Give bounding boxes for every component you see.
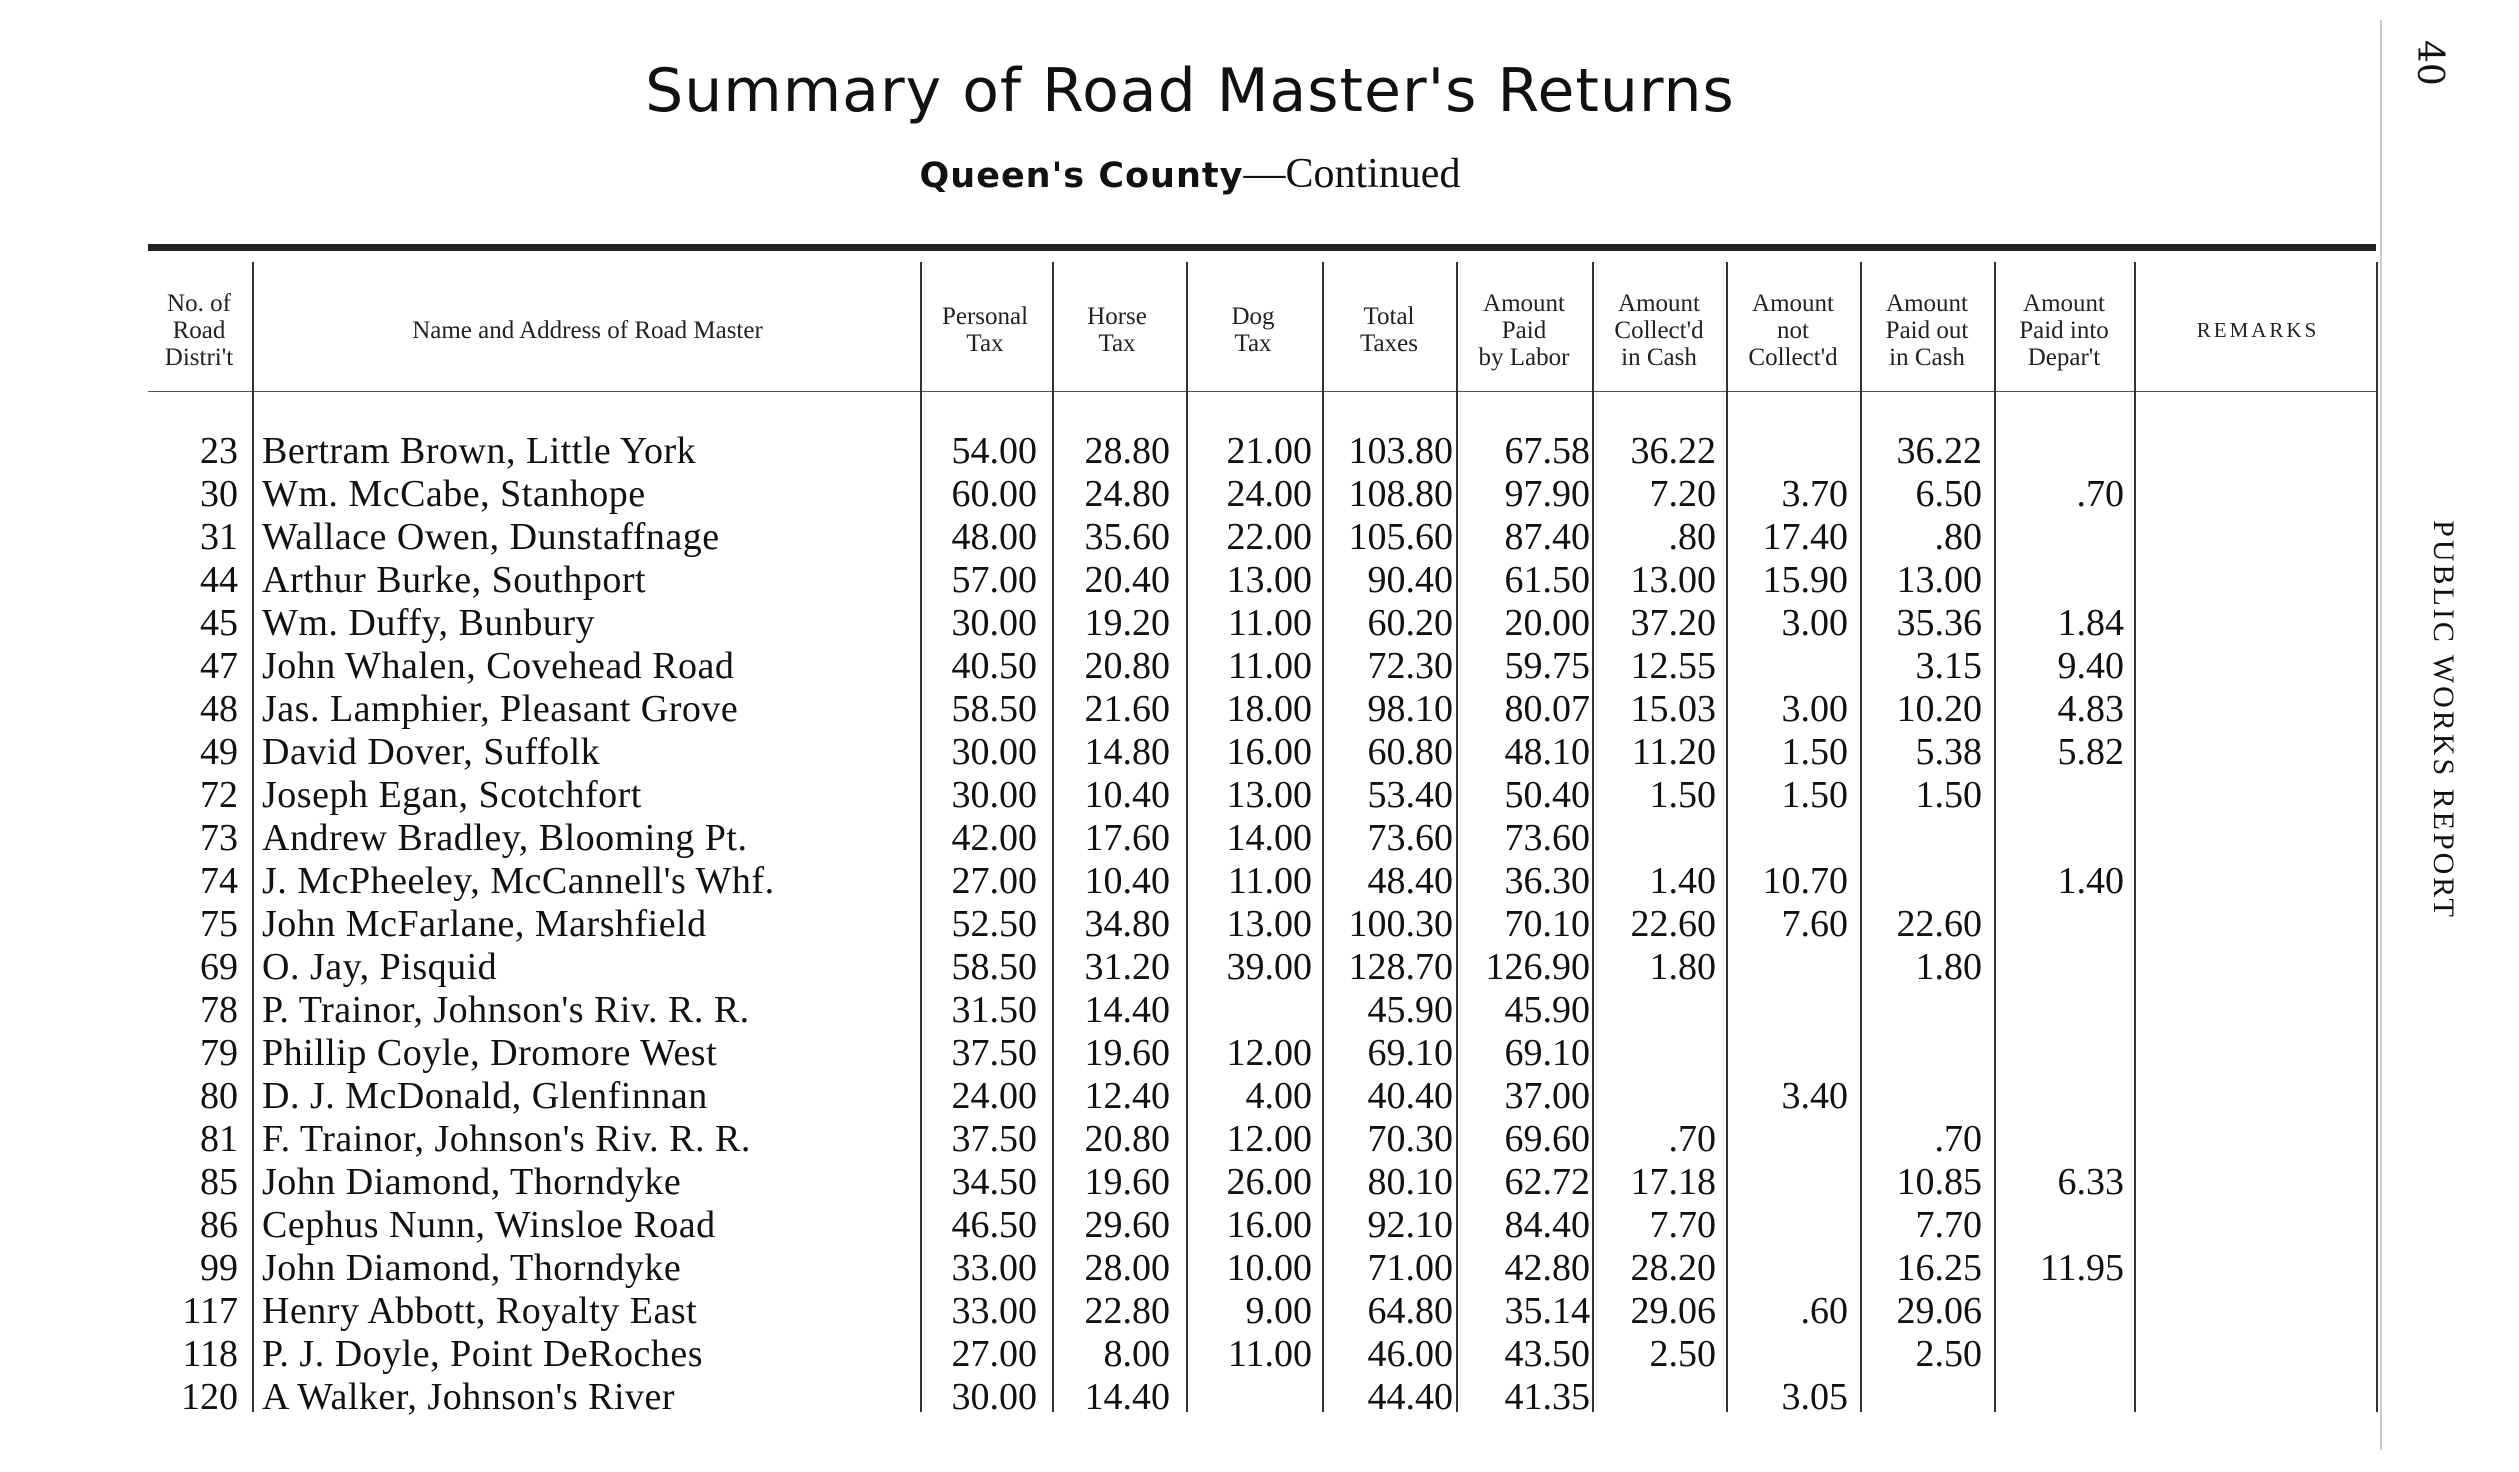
cell-paid-out [1866,1376,1982,1418]
cell-not-collected: 3.05 [1781,1376,1848,1418]
cell-paid-into [2000,1333,2124,1375]
cell-paid-into [2000,989,2124,1031]
cell-paid-into [2000,1032,2124,1074]
cell-paid-into [2000,559,2124,601]
cell-name: John Whalen, Covehead Road [262,645,735,687]
cell-labor: 70.10 [1504,903,1590,945]
cell-horse: 14.40 [1084,1376,1170,1418]
cell-not-collected: 7.60 [1781,903,1848,945]
cell-paid-into: 9.40 [2057,645,2124,687]
cell-paid-into [2000,817,2124,859]
cell-not-collected [1732,430,1848,472]
cell-no: 73 [200,817,238,859]
cell-collected [1598,1376,1716,1418]
cell-horse: 17.60 [1084,817,1170,859]
cell-paid-out: 10.85 [1896,1161,1982,1203]
page-subtitle [0,150,2380,198]
cell-labor: 126.90 [1485,946,1590,988]
cell-not-collected: 3.40 [1781,1075,1848,1117]
cell-not-collected: .60 [1800,1290,1848,1332]
side-edge-line [2380,20,2382,1450]
cell-no: 74 [200,860,238,902]
cell-not-collected [1732,1118,1848,1160]
cell-name: A Walker, Johnson's River [262,1376,676,1418]
cell-total: 105.60 [1348,516,1453,558]
cell-no: 23 [200,430,238,472]
cell-collected: 17.18 [1630,1161,1716,1203]
cell-paid-out: 35.36 [1896,602,1982,644]
column-divider [1726,262,1728,1412]
cell-name: Phillip Coyle, Dromore West [262,1032,718,1074]
cell-horse: 22.80 [1084,1290,1170,1332]
cell-horse: 35.60 [1084,516,1170,558]
cell-no: 79 [200,1032,238,1074]
cell-personal: 58.50 [951,946,1037,988]
cell-personal: 58.50 [951,688,1037,730]
cell-paid-into [2000,430,2124,472]
cell-horse: 31.20 [1084,946,1170,988]
cell-horse: 10.40 [1084,860,1170,902]
cell-paid-into: .70 [2076,473,2124,515]
cell-personal: 46.50 [951,1204,1037,1246]
cell-no: 117 [182,1290,238,1332]
cell-total: 108.80 [1348,473,1453,515]
column-divider [252,262,254,1412]
cell-name: Cephus Nunn, Winsloe Road [262,1204,716,1246]
cell-horse: 34.80 [1084,903,1170,945]
cell-labor: 87.40 [1504,516,1590,558]
cell-name: David Dover, Suffolk [262,731,601,773]
cell-total: 48.40 [1367,860,1453,902]
cell-no: 78 [200,989,238,1031]
cell-labor: 73.60 [1504,817,1590,859]
cell-total: 103.80 [1348,430,1453,472]
cell-paid-into [2000,1204,2124,1246]
cell-not-collected: 1.50 [1781,774,1848,816]
cell-labor: 45.90 [1504,989,1590,1031]
cell-personal: 30.00 [951,602,1037,644]
column-divider [1860,262,1862,1412]
header-paid-out: Amount Paid out in Cash [1885,289,1969,371]
cell-total: 80.10 [1367,1161,1453,1203]
column-divider [1186,262,1188,1412]
cell-name: John Diamond, Thorndyke [262,1161,682,1203]
cell-total: 71.00 [1367,1247,1453,1289]
cell-paid-into [2000,903,2124,945]
cell-not-collected: 3.00 [1781,602,1848,644]
cell-no: 49 [200,731,238,773]
cell-dog: 4.00 [1245,1075,1312,1117]
cell-personal: 40.50 [951,645,1037,687]
cell-name: P. J. Doyle, Point DeRoches [262,1333,703,1375]
cell-personal: 27.00 [951,860,1037,902]
cell-paid-into: 4.83 [2057,688,2124,730]
cell-no: 48 [200,688,238,730]
cell-labor: 43.50 [1504,1333,1590,1375]
cell-no: 45 [200,602,238,644]
cell-labor: 50.40 [1504,774,1590,816]
cell-paid-out: 13.00 [1896,559,1982,601]
cell-collected: 29.06 [1630,1290,1716,1332]
cell-paid-out: 3.15 [1915,645,1982,687]
cell-total: 44.40 [1367,1376,1453,1418]
cell-dog: 9.00 [1245,1290,1312,1332]
cell-not-collected: 17.40 [1762,516,1848,558]
cell-dog: 22.00 [1226,516,1312,558]
cell-labor: 37.00 [1504,1075,1590,1117]
cell-total: 98.10 [1367,688,1453,730]
cell-personal: 30.00 [951,774,1037,816]
cell-personal: 60.00 [951,473,1037,515]
header-rule-top [148,244,2376,251]
cell-total: 92.10 [1367,1204,1453,1246]
cell-not-collected [1732,1161,1848,1203]
cell-total: 100.30 [1348,903,1453,945]
cell-name: Wm. Duffy, Bunbury [262,602,596,644]
header-dog: Dog Tax [1231,303,1275,357]
cell-no: 75 [200,903,238,945]
header-name: Name and Address of Road Master [412,316,763,344]
cell-paid-out: 6.50 [1915,473,1982,515]
cell-name: Bertram Brown, Little York [262,430,697,472]
cell-personal: 34.50 [951,1161,1037,1203]
cell-horse: 28.00 [1084,1247,1170,1289]
cell-collected: 2.50 [1649,1333,1716,1375]
cell-personal: 24.00 [951,1075,1037,1117]
cell-total: 64.80 [1367,1290,1453,1332]
cell-collected [1598,1032,1716,1074]
cell-labor: 59.75 [1504,645,1590,687]
cell-collected: 7.20 [1649,473,1716,515]
cell-dog: 16.00 [1226,1204,1312,1246]
running-head: PUBLIC WORKS REPORT [2427,520,2460,920]
cell-collected: 28.20 [1630,1247,1716,1289]
column-divider [1456,262,1458,1412]
cell-paid-into [2000,1376,2124,1418]
cell-dog: 16.00 [1226,731,1312,773]
cell-labor: 69.60 [1504,1118,1590,1160]
cell-no: 99 [200,1247,238,1289]
cell-no: 69 [200,946,238,988]
cell-no: 120 [181,1376,238,1418]
cell-paid-out [1866,1032,1982,1074]
cell-horse: 19.20 [1084,602,1170,644]
cell-labor: 62.72 [1504,1161,1590,1203]
page-title: Summary of Road Master's Returns [645,56,1735,126]
cell-paid-out: 22.60 [1896,903,1982,945]
cell-collected: 1.80 [1649,946,1716,988]
cell-collected: 13.00 [1630,559,1716,601]
cell-paid-out [1866,860,1982,902]
cell-personal: 30.00 [951,1376,1037,1418]
cell-total: 45.90 [1367,989,1453,1031]
cell-personal: 48.00 [951,516,1037,558]
cell-collected: 37.20 [1630,602,1716,644]
cell-not-collected: 10.70 [1762,860,1848,902]
cell-dog: 11.00 [1227,1333,1312,1375]
page-number: 40 [2409,40,2450,86]
cell-total: 69.10 [1367,1032,1453,1074]
cell-no: 85 [200,1161,238,1203]
cell-paid-out: 29.06 [1896,1290,1982,1332]
cell-not-collected: 3.00 [1781,688,1848,730]
cell-collected: 36.22 [1630,430,1716,472]
cell-personal: 42.00 [951,817,1037,859]
cell-total: 128.70 [1348,946,1453,988]
cell-horse: 19.60 [1084,1032,1170,1074]
cell-not-collected: 3.70 [1781,473,1848,515]
cell-collected: 11.20 [1631,731,1716,773]
cell-not-collected [1732,989,1848,1031]
cell-not-collected [1732,1247,1848,1289]
header-personal: Personal Tax [941,303,1029,357]
cell-personal: 37.50 [951,1032,1037,1074]
cell-paid-out: 36.22 [1896,430,1982,472]
cell-paid-out [1866,1075,1982,1117]
cell-paid-out: 1.50 [1915,774,1982,816]
cell-name: John McFarlane, Marshfield [262,903,707,945]
cell-dog: 21.00 [1226,430,1312,472]
cell-paid-out: 7.70 [1915,1204,1982,1246]
cell-no: 81 [200,1118,238,1160]
header-not-collected: Amount not Collect'd [1748,289,1838,371]
cell-horse: 24.80 [1084,473,1170,515]
cell-not-collected: 15.90 [1762,559,1848,601]
cell-dog: 11.00 [1227,602,1312,644]
cell-not-collected [1732,645,1848,687]
cell-paid-out: 2.50 [1915,1333,1982,1375]
cell-not-collected [1732,817,1848,859]
cell-labor: 20.00 [1504,602,1590,644]
cell-total: 60.20 [1367,602,1453,644]
cell-collected: 12.55 [1630,645,1716,687]
cell-labor: 42.80 [1504,1247,1590,1289]
cell-no: 44 [200,559,238,601]
cell-not-collected [1732,1204,1848,1246]
cell-horse: 14.40 [1084,989,1170,1031]
subtitle-county: Queen's County [919,156,1244,196]
cell-labor: 69.10 [1504,1032,1590,1074]
cell-dog: 13.00 [1226,774,1312,816]
cell-paid-out: 16.25 [1896,1247,1982,1289]
cell-paid-into [2000,1290,2124,1332]
cell-total: 70.30 [1367,1118,1453,1160]
header-no: No. of Road Distri't [164,289,234,371]
cell-name: Henry Abbott, Royalty East [262,1290,698,1332]
cell-no: 72 [200,774,238,816]
cell-total: 90.40 [1367,559,1453,601]
cell-dog: 26.00 [1226,1161,1312,1203]
subtitle-continued: —Continued [1243,151,1461,197]
header-collected: Amount Collect'd in Cash [1614,289,1704,371]
cell-not-collected [1732,1333,1848,1375]
cell-horse: 8.00 [1103,1333,1170,1375]
cell-no: 30 [200,473,238,515]
cell-name: Joseph Egan, Scotchfort [262,774,642,816]
cell-name: O. Jay, Pisquid [262,946,498,988]
cell-name: John Diamond, Thorndyke [262,1247,682,1289]
cell-name: P. Trainor, Johnson's Riv. R. R. [262,989,750,1031]
cell-collected: 15.03 [1630,688,1716,730]
cell-name: D. J. McDonald, Glenfinnan [262,1075,708,1117]
cell-paid-out: .80 [1934,516,1982,558]
cell-dog: 10.00 [1226,1247,1312,1289]
column-divider [2376,262,2378,1412]
cell-personal: 37.50 [951,1118,1037,1160]
cell-horse: 20.80 [1084,645,1170,687]
cell-dog: 13.00 [1226,903,1312,945]
cell-paid-into: 1.40 [2057,860,2124,902]
cell-labor: 80.07 [1504,688,1590,730]
cell-not-collected: 1.50 [1781,731,1848,773]
cell-horse: 29.60 [1084,1204,1170,1246]
cell-name: Jas. Lamphier, Pleasant Grove [262,688,739,730]
cell-total: 60.80 [1367,731,1453,773]
cell-no: 47 [200,645,238,687]
cell-paid-out: .70 [1934,1118,1982,1160]
cell-collected [1598,1075,1716,1117]
cell-labor: 48.10 [1504,731,1590,773]
cell-dog: 39.00 [1226,946,1312,988]
cell-name: Arthur Burke, Southport [262,559,647,601]
cell-paid-into: 6.33 [2057,1161,2124,1203]
column-divider [1322,262,1324,1412]
cell-total: 46.00 [1367,1333,1453,1375]
cell-horse: 14.80 [1084,731,1170,773]
cell-name: Wm. McCabe, Stanhope [262,473,646,515]
cell-horse: 12.40 [1084,1075,1170,1117]
cell-collected: .70 [1668,1118,1716,1160]
cell-total: 53.40 [1367,774,1453,816]
cell-personal: 54.00 [951,430,1037,472]
cell-horse: 28.80 [1084,430,1170,472]
cell-paid-into: 1.84 [2057,602,2124,644]
cell-dog: 14.00 [1226,817,1312,859]
cell-dog [1192,989,1312,1031]
header-rule-bottom [148,391,2376,392]
cell-personal: 30.00 [951,731,1037,773]
cell-collected [1598,989,1716,1031]
cell-paid-into [2000,1118,2124,1160]
cell-collected [1598,817,1716,859]
cell-dog: 18.00 [1226,688,1312,730]
cell-paid-out [1866,817,1982,859]
cell-paid-into [2000,774,2124,816]
cell-horse: 20.80 [1084,1118,1170,1160]
cell-collected: .80 [1668,516,1716,558]
column-divider [2134,262,2136,1412]
cell-no: 80 [200,1075,238,1117]
cell-no: 118 [182,1333,238,1375]
cell-horse: 20.40 [1084,559,1170,601]
cell-paid-out [1866,989,1982,1031]
cell-collected: 1.40 [1649,860,1716,902]
cell-name: F. Trainor, Johnson's Riv. R. R. [262,1118,751,1160]
column-divider [1052,262,1054,1412]
cell-labor: 36.30 [1504,860,1590,902]
cell-personal: 33.00 [951,1247,1037,1289]
header-paid-into: Amount Paid into Depar't [2019,289,2109,371]
cell-horse: 10.40 [1084,774,1170,816]
cell-labor: 41.35 [1504,1376,1590,1418]
cell-horse: 21.60 [1084,688,1170,730]
cell-personal: 27.00 [951,1333,1037,1375]
cell-personal: 52.50 [951,903,1037,945]
cell-name: Andrew Bradley, Blooming Pt. [262,817,748,859]
cell-no: 86 [200,1204,238,1246]
header-horse: Horse Tax [1087,303,1147,357]
header-remarks: REMARKS [2196,317,2320,342]
cell-name: Wallace Owen, Dunstaffnage [262,516,720,558]
cell-collected: 7.70 [1649,1204,1716,1246]
cell-collected: 1.50 [1649,774,1716,816]
cell-labor: 61.50 [1504,559,1590,601]
cell-total: 73.60 [1367,817,1453,859]
cell-dog: 12.00 [1226,1032,1312,1074]
cell-personal: 31.50 [951,989,1037,1031]
cell-personal: 33.00 [951,1290,1037,1332]
column-divider [1592,262,1594,1412]
cell-dog: 11.00 [1227,860,1312,902]
cell-total: 40.40 [1367,1075,1453,1117]
cell-labor: 67.58 [1504,430,1590,472]
cell-dog [1192,1376,1312,1418]
cell-dog: 11.00 [1227,645,1312,687]
header-labor: Amount Paid by Labor [1478,289,1570,371]
cell-paid-out: 5.38 [1915,731,1982,773]
cell-paid-into: 5.82 [2057,731,2124,773]
cell-paid-into: 11.95 [2039,1247,2124,1289]
cell-not-collected [1732,946,1848,988]
column-divider [1994,262,1996,1412]
cell-name: J. McPheeley, McCannell's Whf. [262,860,775,902]
cell-labor: 35.14 [1504,1290,1590,1332]
header-total: Total Taxes [1360,303,1418,357]
cell-dog: 24.00 [1226,473,1312,515]
cell-paid-out: 10.20 [1896,688,1982,730]
cell-paid-into [2000,516,2124,558]
cell-labor: 97.90 [1504,473,1590,515]
cell-paid-out: 1.80 [1915,946,1982,988]
cell-dog: 12.00 [1226,1118,1312,1160]
cell-personal: 57.00 [951,559,1037,601]
cell-labor: 84.40 [1504,1204,1590,1246]
cell-not-collected [1732,1032,1848,1074]
cell-paid-into [2000,946,2124,988]
cell-no: 31 [200,516,238,558]
cell-dog: 13.00 [1226,559,1312,601]
cell-total: 72.30 [1367,645,1453,687]
cell-paid-into [2000,1075,2124,1117]
cell-collected: 22.60 [1630,903,1716,945]
cell-horse: 19.60 [1084,1161,1170,1203]
